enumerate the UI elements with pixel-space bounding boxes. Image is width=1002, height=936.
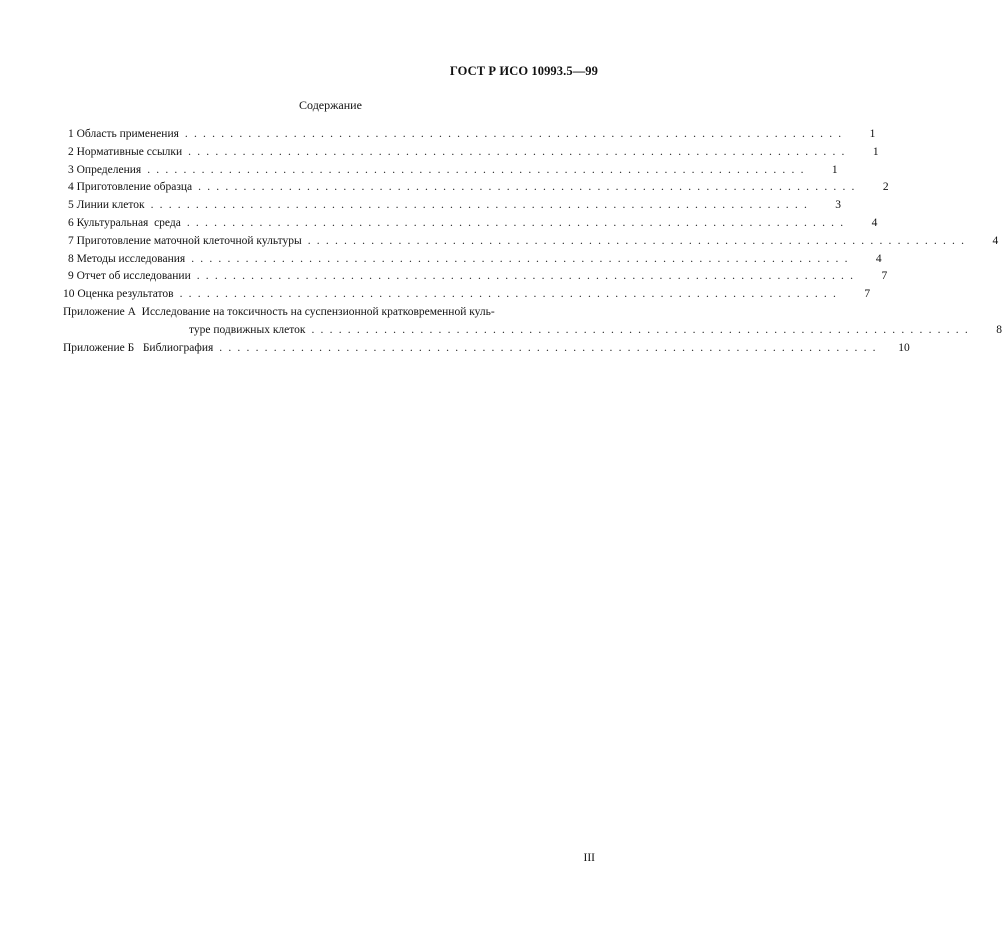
toc-entry[interactable]	[63, 233, 999, 251]
toc-title: Содержание	[299, 98, 362, 112]
toc-entry-appendix-b[interactable]	[63, 340, 910, 358]
toc-entry[interactable]	[63, 268, 888, 286]
toc-entry-label: 10 Оценка результатов	[63, 288, 174, 301]
toc-entry-label: 8 Методы исследования	[68, 252, 186, 265]
toc-leader-dots: .........................................................................	[188, 145, 851, 158]
toc-entry-page: 1	[872, 145, 879, 158]
toc-entry-page: 10	[898, 341, 910, 354]
toc-entry-label: Приложение Б Библиография	[63, 341, 214, 354]
toc-entry-page: 8	[996, 323, 1002, 336]
toc-entry-page: 4	[871, 216, 878, 229]
toc-leader-dots: .........................................................................	[219, 341, 882, 354]
toc-entry-page: 2	[882, 181, 889, 194]
toc-entry-label: 7 Приготовление маточной клеточной культуры	[68, 234, 302, 247]
toc-entry[interactable]	[63, 286, 871, 304]
toc-entry-appendix-a[interactable]	[63, 304, 1002, 340]
page-number: III	[583, 852, 595, 864]
toc-entry[interactable]	[63, 215, 878, 233]
toc-leader-dots: .........................................................................	[196, 270, 860, 283]
toc-entry-label: 4 Приготовление образца	[68, 181, 193, 194]
toc-entry[interactable]	[63, 251, 882, 269]
toc-leader-dots: .........................................................................	[191, 252, 854, 265]
toc-leader-dots: .........................................................................	[186, 216, 850, 229]
toc-entry-label: 6 Культуральная среда	[68, 216, 181, 229]
toc-entry[interactable]	[63, 197, 842, 215]
toc-leader-dots: .........................................................................	[179, 288, 843, 301]
toc-leader-dots: .........................................................................	[198, 181, 861, 194]
toc-entry[interactable]	[63, 179, 889, 197]
toc-leader-dots: .........................................................................	[307, 234, 971, 247]
toc-entry-page: 1	[869, 128, 876, 140]
toc-entry-label: 3 Определения	[68, 163, 142, 176]
toc-entry-page: 7	[881, 270, 888, 283]
toc-entry[interactable]	[63, 162, 838, 180]
toc-entry[interactable]	[63, 144, 879, 162]
toc-leader-dots: .........................................................................	[184, 128, 848, 140]
toc-leader-dots: .........................................................................	[311, 323, 974, 336]
toc-entry-label: Приложение А Исследование на токсичность на суспензионной кратковременной куль-	[63, 305, 495, 318]
toc-entry-page: 4	[992, 234, 999, 247]
document-code: ГОСТ Р ИСО 10993.5—99	[449, 64, 598, 78]
toc-entry-label: 2 Нормативные ссылки	[68, 145, 183, 158]
toc-leader-dots: .........................................................................	[147, 163, 810, 176]
toc-entry-label: 5 Линии клеток	[68, 199, 145, 212]
toc-entry-page: 4	[875, 252, 882, 265]
table-of-contents	[63, 126, 1002, 357]
toc-entry-page: 7	[864, 288, 871, 301]
toc-entry-label-continuation: туре подвижных клеток	[189, 323, 306, 336]
toc-entry-page: 3	[835, 199, 842, 212]
toc-entry-label: 9 Отчет об исследовании	[68, 270, 191, 283]
toc-entry-label: 1 Область применения	[68, 128, 179, 140]
toc-entry-page: 1	[831, 163, 838, 176]
toc-leader-dots: .........................................................................	[150, 199, 814, 212]
toc-entry[interactable]	[63, 126, 876, 144]
